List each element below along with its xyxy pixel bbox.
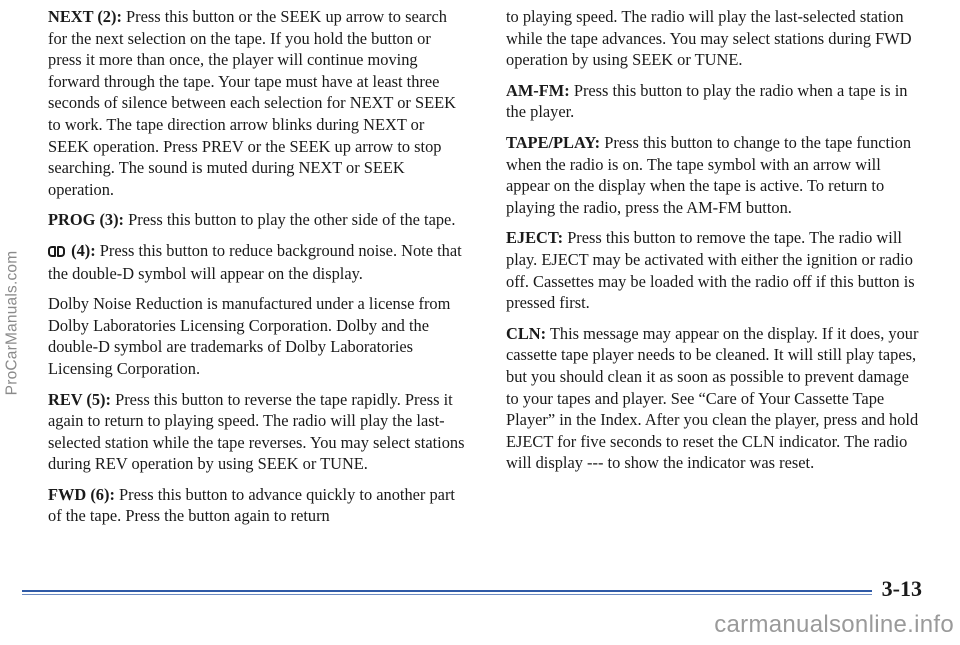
left-column <box>48 6 466 536</box>
fwd-body: Press this button to advance quickly to another part of the tape. Press the button again to return <box>48 484 455 526</box>
next-term: NEXT (2): <box>48 7 122 26</box>
prog-term: PROG (3): <box>48 210 125 230</box>
tape-play-paragraph <box>506 132 924 218</box>
rev-term: REV (5): <box>48 389 111 409</box>
rev-paragraph <box>48 389 466 475</box>
page-number: 3-13 <box>881 576 922 601</box>
fwd-paragraph <box>48 484 466 527</box>
prog-paragraph <box>48 209 466 231</box>
side-watermark-text: ProCarManuals.com <box>3 250 21 395</box>
footer-rule-thin <box>22 594 872 595</box>
cln-term: CLN: <box>506 323 547 343</box>
next-paragraph <box>48 6 466 200</box>
double-d-icon <box>48 241 66 263</box>
cln-body: This message may appear on the display. If it does, your cassette tape player needs to be cleaned. It will still play tapes, but you should clean it as soon as possible to prevent damage to your tapes and player. See “Care of Your Cassette Tape Player” in the Index. After you clean the player, press and hold EJECT for five seconds to reset the CLN indicator. The radio will display --- to show the indicator was reset. <box>506 323 919 473</box>
eject-body: Press this button to remove the tape. The radio will play. EJECT may be activated with either the ignition or radio off. Cassettes may be loaded with the radio off if this button is pressed first. <box>506 228 915 313</box>
next-body: Press this button or the SEEK up arrow to search for the next selection on the tape. If you hold the button or press it more than once, the player will continue moving forward through the tape. Your tape must have at least three seconds of silence between each selection for NEXT or SEEK to work. The tape direction arrow blinks during NEXT or SEEK operation. Press PREV or the SEEK up arrow to stop searching. The sound is muted during NEXT or SEEK operation. <box>48 7 456 199</box>
dolby-button-paragraph <box>48 240 466 284</box>
right-column <box>506 6 924 483</box>
fwd-continued-paragraph: to playing speed. The radio will play the last-selected station while the tape advances. You may select stations during FWD operation by using SEEK or TUNE. <box>506 7 912 70</box>
prog-body: Press this button to play the other side of the tape. <box>128 210 456 230</box>
fwd-term: FWD (6): <box>48 484 115 504</box>
am-fm-paragraph <box>506 80 924 123</box>
eject-paragraph <box>506 227 924 313</box>
am-fm-body: Press this button to play the radio when a tape is in the player. <box>506 80 908 122</box>
side-watermark <box>1 0 23 645</box>
footer-rule <box>22 590 872 592</box>
eject-term: EJECT: <box>506 228 564 248</box>
dolby-notice: Dolby Noise Reduction is manufactured under a license from Dolby Laboratories Licensing Corporation. Dolby and the double-D symbol are trademarks of Dolby Laboratories Licensing Corporation. <box>48 294 451 378</box>
rev-body: Press this button to reverse the tape rapidly. Press it again to return to playing speed. The radio will play the last-selected station while the tape reverses. You may select stations during REV operation by using SEEK or TUNE. <box>48 389 465 474</box>
tape-play-body: Press this button to change to the tape function when the radio is on. The tape symbol with an arrow will appear on the display when the tape is active. To return to playing the radio, press the AM-FM button. <box>506 132 912 217</box>
dolby-button-term: (4): <box>71 240 96 260</box>
tape-play-term: TAPE/PLAY: <box>506 132 601 152</box>
footer-watermark: carmanualsonline.info <box>714 611 954 638</box>
am-fm-term: AM-FM: <box>506 80 570 100</box>
cln-paragraph <box>506 323 924 474</box>
dolby-button-body: Press this button to reduce background noise. Note that the double-D symbol will appear on the display. <box>48 240 462 283</box>
